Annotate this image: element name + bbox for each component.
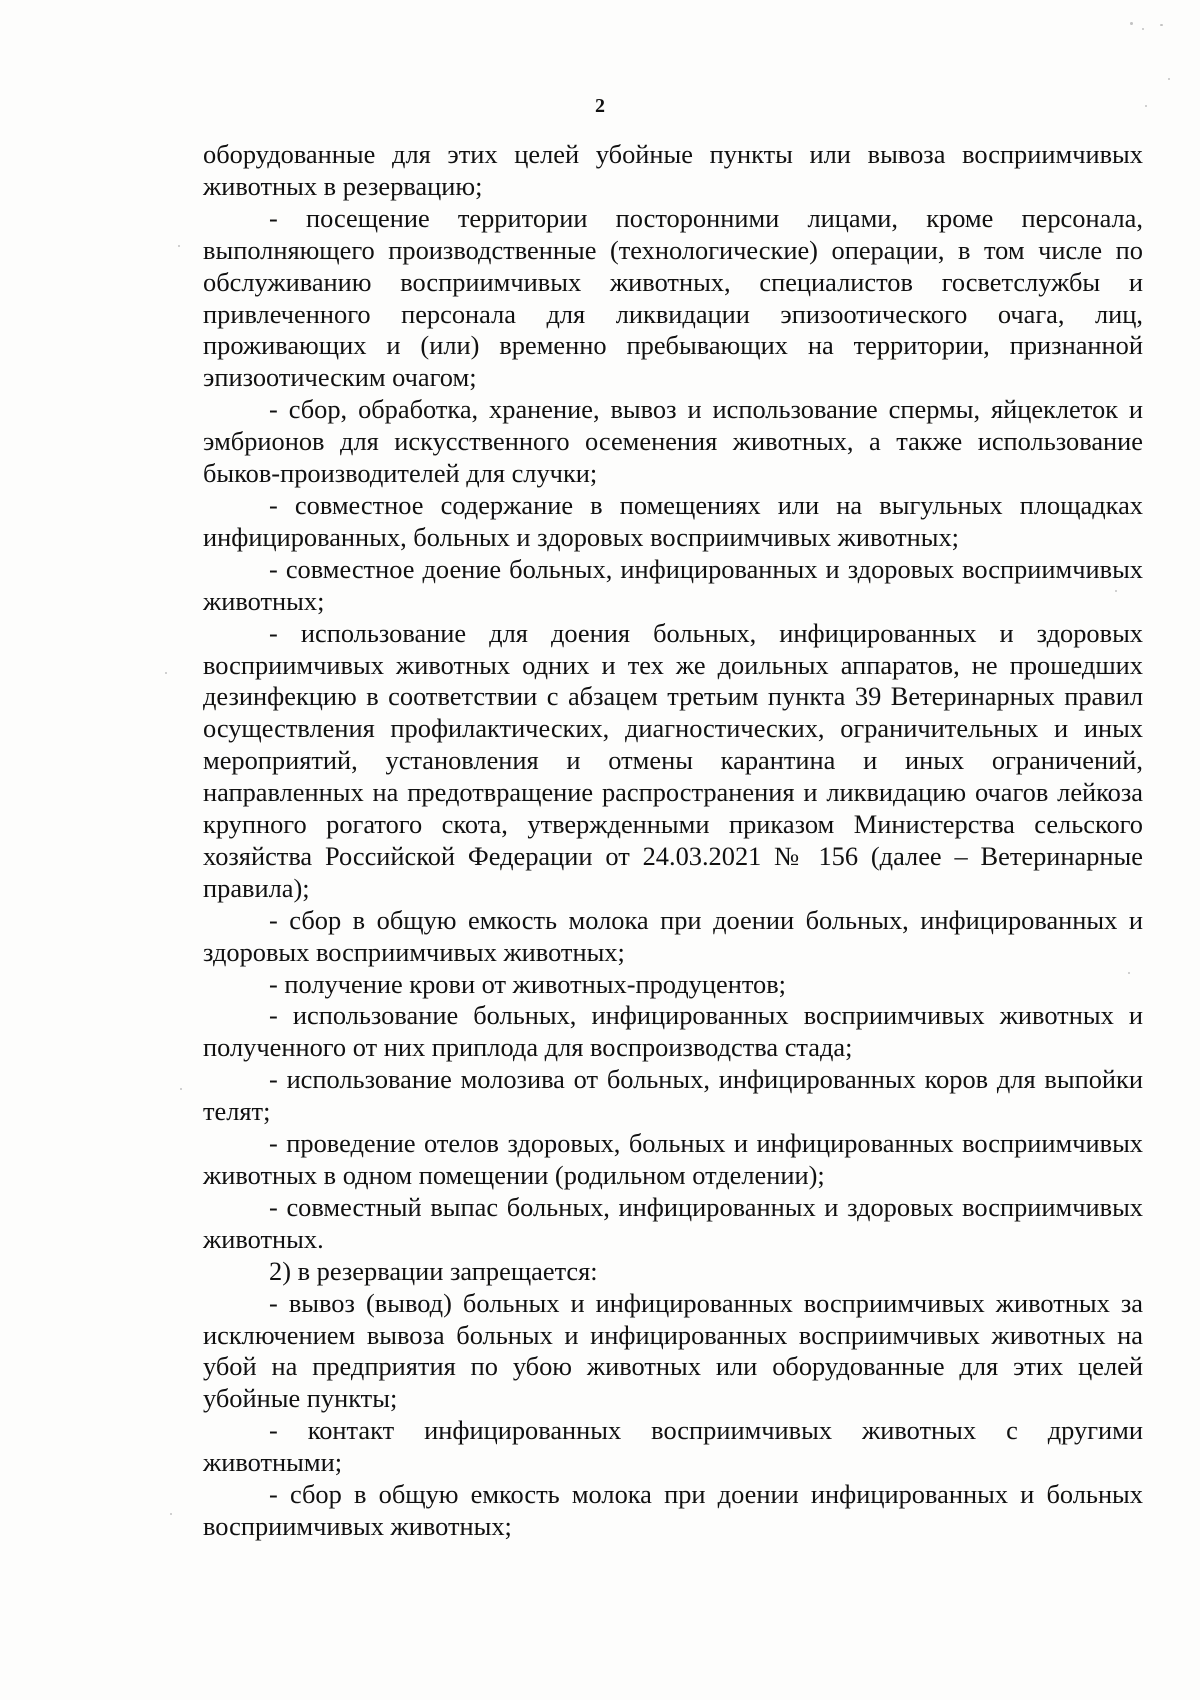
paragraph: 2) в резервации запрещается: [269, 1255, 598, 1286]
scan-speck [170, 1513, 172, 1515]
paragraph: - совместное доение больных, инфицированных и здоровых восприимчивых животных; [203, 553, 1143, 616]
scan-speck [1145, 105, 1147, 107]
paragraph: оборудованные для этих целей убойные пункты или вывоза восприимчивых животных в резервацию; [203, 139, 1143, 201]
paragraph: - посещение территории посторонними лицами, кроме персонала, выполняющего производственные (технологические) операции, в том числе по обслуживанию восприимчивых животных, специалистов госветслужбы и привлеченного персонала для ликвидации эпизоотического очага, лиц, проживающих и (или) временно пребывающих на территории, признанной эпизоотическим очагом; [203, 202, 1143, 393]
paragraph: - использование молозива от больных, инфицированных коров для выпойки телят; [203, 1064, 1143, 1127]
paragraph: - совместное содержание в помещениях или на выгульных площадках инфицированных, больных и здоровых восприимчивых животных; [203, 489, 1143, 552]
paragraph: - проведение отелов здоровых, больных и инфицированных восприимчивых животных в одном помещении (родильном отделении); [203, 1128, 1143, 1190]
paragraph: - сбор в общую емкость молока при доении больных, инфицированных и здоровых восприимчивых животных; [203, 904, 1143, 967]
scan-speck [1168, 78, 1170, 80]
paragraph: - сбор в общую емкость молока при доении инфицированных и больных восприимчивых животных; [203, 1479, 1143, 1541]
paragraph: - вывоз (вывод) больных и инфицированных восприимчивых животных за исключением вывоза больных и инфицированных восприимчивых животных на убой на предприятия по убою животных или оборудованные для этих целей убойные пункты; [203, 1287, 1143, 1414]
paragraph: - сбор, обработка, хранение, вывоз и использование спермы, яйцеклеток и эмбрионов для искусственного осеменения животных, а также использование быков-производителей для случки; [203, 394, 1143, 489]
scan-speck [165, 672, 167, 674]
scan-speck [1142, 28, 1144, 30]
paragraph: - совместный выпас больных, инфицированных и здоровых восприимчивых животных. [203, 1191, 1143, 1254]
page-number: 2 [595, 95, 605, 117]
scan-speck [1115, 590, 1117, 592]
paragraph: - получение крови от животных-продуцентов; [269, 968, 787, 999]
scan-speck [1160, 24, 1163, 26]
scan-speck [1128, 972, 1130, 974]
scan-speck [180, 1088, 182, 1090]
document-body [203, 139, 1143, 1543]
scan-speck [178, 245, 180, 247]
paragraph: - контакт инфицированных восприимчивых животных с другими животными; [203, 1415, 1143, 1478]
paragraph: - использование больных, инфицированных восприимчивых животных и полученного от них приплода для воспроизводства стада; [203, 1000, 1143, 1063]
scan-speck [1130, 22, 1133, 25]
paragraph: - использование для доения больных, инфицированных и здоровых восприимчивых животных одних и тех же доильных аппаратов, не прошедших дезинфекцию в соответствии с абзацем третьим пункта 39 Ветеринарных правил осуществления профилактических, диагностических, ограничительных и иных мероприятий, установления и отмены карантина и иных ограничений, направленных на предотвращение распространения и ликвидацию очагов лейкоза крупного рогатого скота, утвержденными приказом Министерства сельского хозяйства Российской Федерации от 24.03.2021 № 156 (далее – Ветеринарные правила); [203, 617, 1143, 903]
